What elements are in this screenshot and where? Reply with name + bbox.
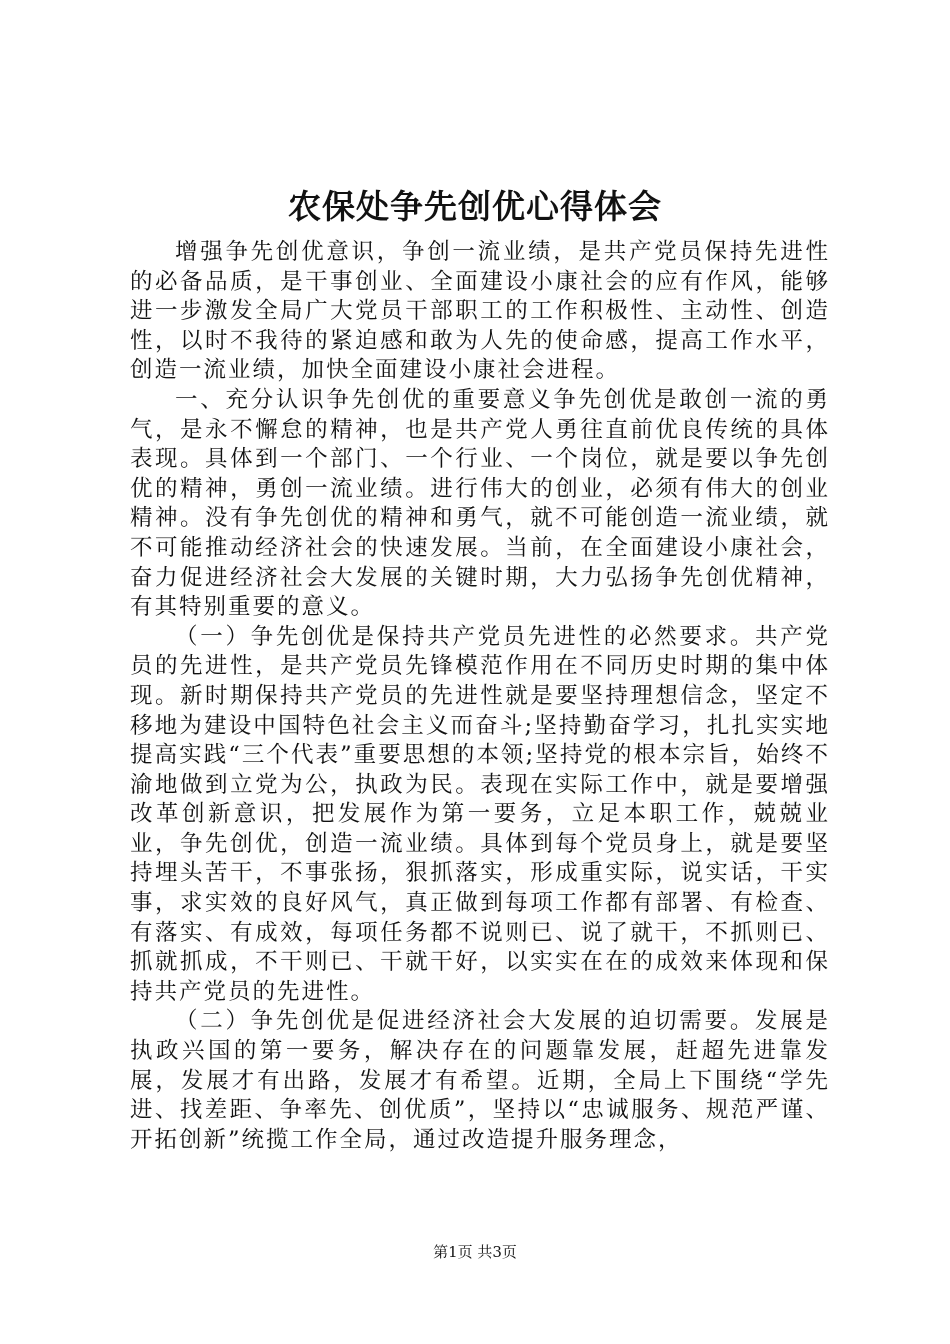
- paragraph-section-1: 一、充分认识争先创优的重要意义争先创优是敢创一流的勇气，是永不懈怠的精神，也是共产党人勇往直前优良传统的具体表现。具体到一个部门、一个行业、一个岗位，就是要以争先创优的精神，勇创一流业绩。进行伟大的创业，必须有伟大的创业精神。没有争先创优的精神和勇气，就不可能创造一流业绩，就不可能推动经济社会的快速发展。当前，在全面建设小康社会，奋力促进经济社会大发展的关键时期，大力弘扬争先创优精神，有其特别重要的意义。: [130, 386, 830, 621]
- page-footer: 第1页 共3页: [433, 1243, 517, 1261]
- paragraph-subsection-2: （二）争先创优是促进经济社会大发展的迫切需要。发展是执政兴国的第一要务，解决存在的问题靠发展，赶超先进靠发展，发展才有出路，发展才有希望。近期，全局上下围绕“学先进、找差距、争率先、创优质”，坚持以“忠诚服务、规范严谨、开拓创新”统揽工作全局，通过改造提升服务理念，: [130, 1008, 830, 1153]
- paragraph-subsection-1: （一）争先创优是保持共产党员先进性的必然要求。共产党员的先进性，是共产党员先锋模范作用在不同历史时期的集中体现。新时期保持共产党员的先进性就是要坚持理想信念，坚定不移地为建设中国特色社会主义而奋斗;坚持勤奋学习，扎扎实实地提高实践“三个代表”重要思想的本领;坚持党的根本宗旨，始终不渝地做到立党为公，执政为民。表现在实际工作中，就是要增强改革创新意识，把发展作为第一要务，立足本职工作，兢兢业业，争先创优，创造一流业绩。具体到每个党员身上，就是要坚持埋头苦干，不事张扬，狠抓落实，形成重实际，说实话，干实事，求实效的良好风气，真正做到每项工作都有部署、有检查、有落实、有成效，每项任务都不说则已、说了就干，不抓则已、抓就抓成，不干则已、干就干好，以实实在在的成效来体现和保持共产党员的先进性。: [130, 623, 830, 1005]
- paragraph-intro: 增强争先创优意识，争创一流业绩，是共产党员保持先进性的必备品质，是干事创业、全面建设小康社会的应有作风，能够进一步激发全局广大党员干部职工的工作积极性、主动性、创造性，以时不我待的紧迫感和敢为人先的使命感，提高工作水平，创造一流业绩，加快全面建设小康社会进程。: [130, 239, 830, 384]
- document-body: [130, 238, 830, 1155]
- document-title: 农保处争先创优心得体会: [288, 187, 662, 226]
